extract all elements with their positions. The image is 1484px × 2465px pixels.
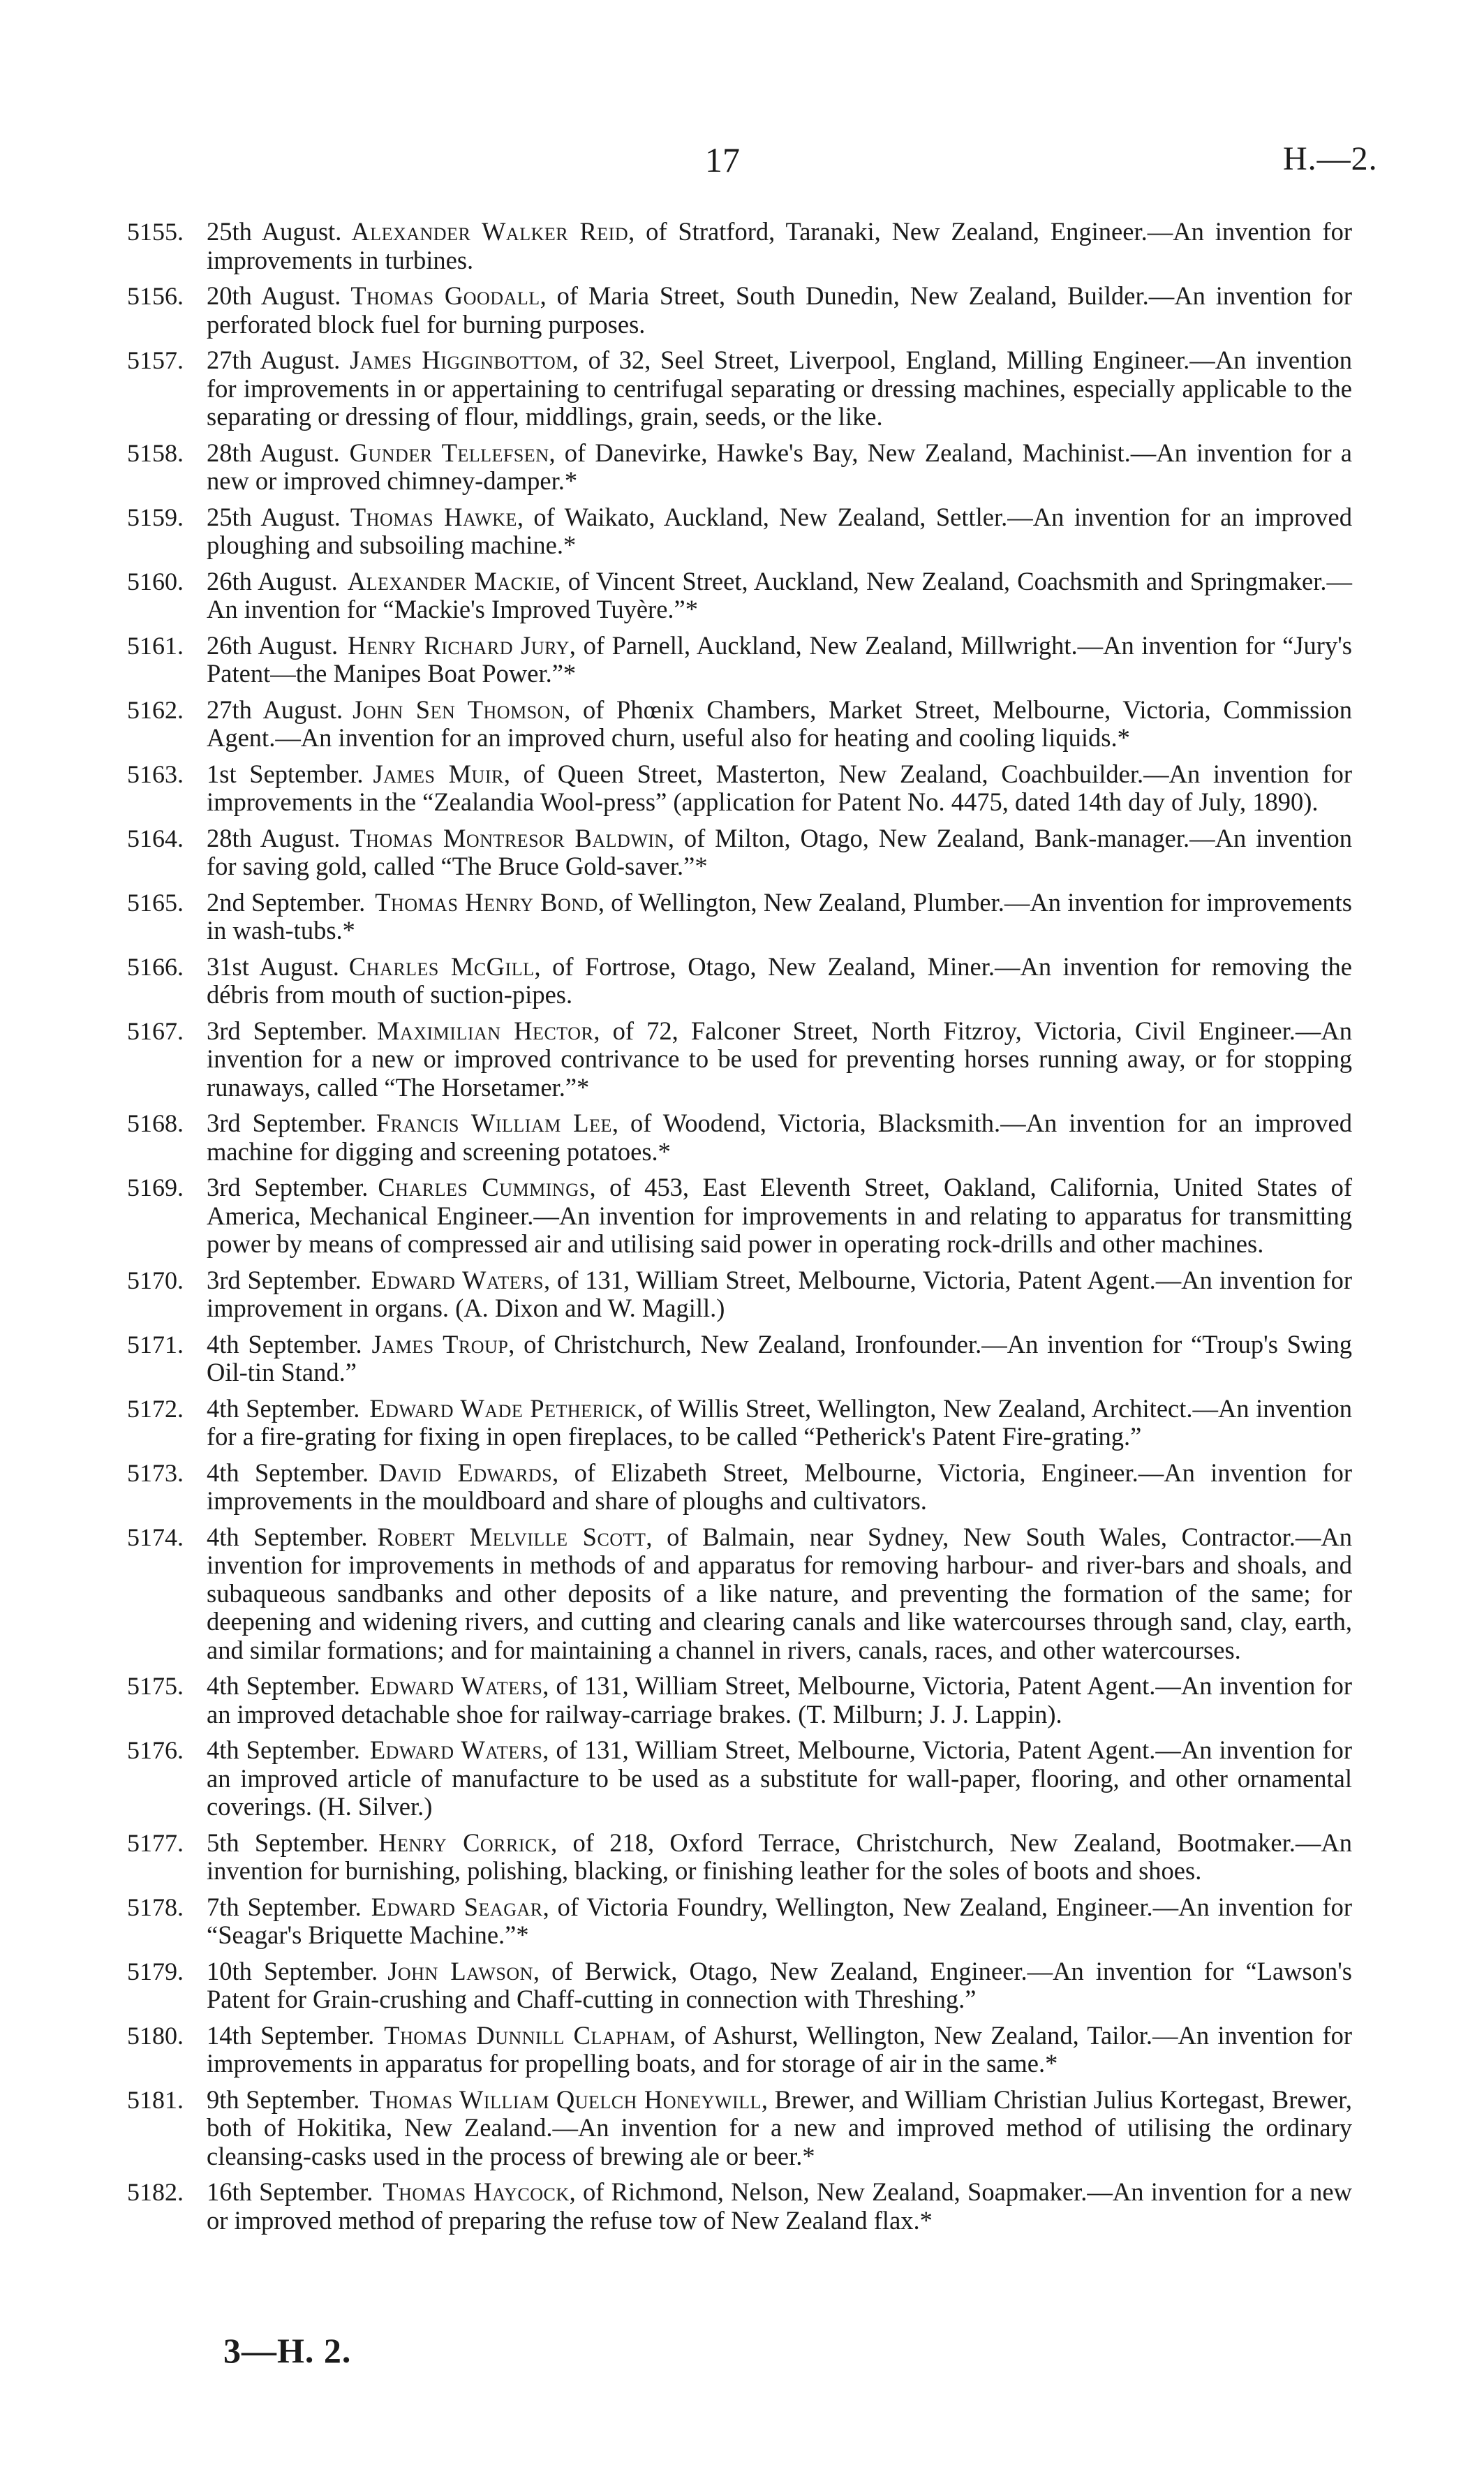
entry-text	[207, 568, 1352, 624]
applicant-name: Henry Corrick	[378, 1828, 551, 1857]
patent-entry	[127, 1893, 1352, 1950]
entry-date: 26th August.	[207, 630, 339, 660]
entry-date: 3rd September.	[207, 1109, 366, 1137]
invention-description: , of Ashurst, Wellington, New Zealand, Tailor.—An invention for improvements in apparatus for propelling boats, and for storage of air in the same.*	[207, 2020, 1353, 2078]
invention-description: , of 218, Oxford Terrace, Christchurch, New Zealand, Bootmaker.—An invention for burnishing, polishing, blacking, or finishing leather for the soles of boots and shoes.	[207, 1828, 1352, 1885]
entry-date: 16th September.	[207, 2177, 373, 2206]
entry-number: 5160.	[127, 567, 184, 595]
entry-number: 5167.	[127, 1016, 184, 1045]
entry-date: 28th August.	[207, 438, 340, 467]
entry-number: 5157.	[127, 346, 184, 374]
entry-date: 10th September.	[207, 1956, 378, 1985]
series-reference: H.—2.	[1283, 140, 1378, 177]
entry-number: 5159.	[127, 503, 184, 531]
entry-date: 26th August.	[207, 566, 338, 595]
invention-description: , of Willis Street, Wellington, New Zealand, Architect.—An invention for a fire-grating for fixing in open fireplaces, to be called “Petherick's Patent Fire-grating.”	[207, 1393, 1352, 1451]
patent-entry	[127, 1266, 1352, 1323]
entry-number: 5161.	[127, 631, 184, 660]
patent-entry	[127, 2022, 1352, 2078]
patent-entry	[127, 632, 1352, 688]
entry-text	[207, 889, 1352, 945]
patent-entry	[127, 1174, 1352, 1259]
patent-entry	[127, 2178, 1352, 2235]
entry-number: 5176.	[127, 1736, 184, 1764]
patent-entry	[127, 346, 1352, 431]
entry-date: 20th August.	[207, 281, 341, 310]
invention-description: , of Balmain, near Sydney, New South Wales, Contractor.—An invention for improvements in methods of and apparatus for removing harbour- and river-bars and shoals, and subaqueous sandbanks and other deposits of a like nature, and preventing the formation of the same; for deepening and widening rivers, and cutting and clearing canals and like watercourses through sand, clay, earth, and similar formations; and for maintaining a channel in rivers, canals, races, and other watercourses.	[207, 1522, 1352, 1664]
entry-date: 4th September.	[207, 1671, 360, 1700]
invention-description: , of Victoria Foundry, Wellington, New Zealand, Engineer.—An invention for “Seagar's Briquette Machine.”*	[207, 1892, 1352, 1949]
entry-text	[207, 1174, 1352, 1259]
entry-date: 4th September.	[207, 1735, 360, 1764]
entry-date: 3rd September.	[207, 1265, 362, 1294]
entry-date: 2nd September.	[207, 887, 366, 917]
invention-description: , of Elizabeth Street, Melbourne, Victoria, Engineer.—An invention for improvements in the mouldboard and share of ploughs and cultivators.	[207, 1458, 1352, 1515]
entry-text	[207, 218, 1352, 274]
entry-number: 5182.	[127, 2178, 184, 2206]
invention-description: , of Richmond, Nelson, New Zealand, Soapmaker.—An invention for a new or improved method of preparing the refuse tow of New Zealand flax.*	[207, 2177, 1352, 2235]
invention-description: , of Maria Street, South Dunedin, New Zealand, Builder.—An invention for perforated block fuel for burning purposes.	[207, 281, 1352, 339]
applicant-name: Alexander Mackie	[347, 566, 555, 595]
entry-number: 5168.	[127, 1109, 184, 1137]
applicant-name: Edward Waters	[369, 1671, 543, 1700]
entry-number: 5170.	[127, 1266, 184, 1294]
invention-description: , of Waikato, Auckland, New Zealand, Settler.—An invention for an improved ploughing and subsoiling machine.*	[207, 502, 1352, 559]
applicant-name: Thomas Hawke	[350, 502, 517, 531]
invention-description: , of Wellington, New Zealand, Plumber.—An invention for improvements in wash-tubs.*	[207, 887, 1353, 945]
entry-text	[207, 2178, 1352, 2235]
entry-text	[207, 1266, 1352, 1323]
entry-text	[207, 696, 1352, 753]
invention-description: , of 131, William Street, Melbourne, Victoria, Patent Agent.—An invention for an improved article of manufacture to be used as a substitute for wall-paper, flooring, and other ornamental coverings. (H. Silver.)	[207, 1735, 1352, 1821]
invention-description: , of 72, Falconer Street, North Fitzroy, Victoria, Civil Engineer.—An invention for a new or improved contrivance to be used for preventing horses running away, or for stopping runaways, called “The Horsetamer.”*	[207, 1016, 1352, 1102]
entry-number: 5180.	[127, 2021, 184, 2050]
applicant-name: Thomas Montresor Baldwin	[350, 823, 668, 852]
invention-description: , of 131, William Street, Melbourne, Victoria, Patent Agent.—An invention for an improved detachable shoe for railway-carriage brakes. (T. Milburn; J. J. Lappin).	[207, 1671, 1352, 1729]
entry-date: 27th August.	[207, 695, 343, 724]
entry-number: 5164.	[127, 824, 184, 852]
entry-text	[207, 1893, 1352, 1950]
applicant-name: Thomas Dunnill Clapham	[384, 2020, 670, 2050]
patent-entry	[127, 824, 1352, 881]
applicant-name: Charles Cummings	[378, 1173, 590, 1201]
invention-description: , of Fortrose, Otago, New Zealand, Miner.—An invention for removing the débris from mouth of suction-pipes.	[207, 952, 1352, 1009]
applicant-name: Thomas Henry Bond	[375, 887, 598, 917]
entry-number: 5166.	[127, 952, 184, 981]
entry-text	[207, 760, 1352, 817]
patent-entry	[127, 953, 1352, 1009]
entry-date: 4th September.	[207, 1329, 362, 1359]
patent-entry	[127, 760, 1352, 817]
page-number: 17	[705, 140, 740, 179]
entry-date: 14th September.	[207, 2020, 375, 2050]
entry-number: 5173.	[127, 1458, 184, 1487]
applicant-name: Francis William Lee	[376, 1109, 612, 1137]
applicant-name: David Edwards	[378, 1458, 553, 1487]
patent-entry	[127, 1736, 1352, 1821]
applicant-name: James Muir	[373, 759, 504, 788]
patent-entry	[127, 1672, 1352, 1729]
entry-text	[207, 1736, 1352, 1821]
entry-number: 5162.	[127, 695, 184, 724]
entry-number: 5172.	[127, 1394, 184, 1423]
entry-date: 28th August.	[207, 823, 341, 852]
entry-date: 5th September.	[207, 1828, 369, 1857]
entry-text	[207, 1957, 1352, 2014]
patent-entry	[127, 282, 1352, 339]
entry-text	[207, 346, 1352, 431]
patent-entry	[127, 1459, 1352, 1516]
entry-text	[207, 824, 1352, 881]
entry-text	[207, 953, 1352, 1009]
entry-text	[207, 1017, 1352, 1102]
applicant-name: Gunder Tellefsen	[349, 438, 549, 467]
invention-description: , of Queen Street, Masterton, New Zealand, Coachbuilder.—An invention for improvements in the “Zealandia Wool-press” (application for Patent No. 4475, dated 14th day of July, 1890).	[207, 759, 1353, 816]
entry-date: 4th September.	[207, 1458, 369, 1487]
applicant-name: Thomas Goodall	[350, 281, 540, 310]
patent-entry	[127, 1523, 1352, 1665]
entry-text	[207, 632, 1352, 688]
entry-text	[207, 1395, 1352, 1451]
applicant-name: John Lawson	[387, 1956, 533, 1985]
entry-date: 31st August.	[207, 952, 339, 981]
entry-date: 4th September.	[207, 1393, 360, 1423]
entry-date: 3rd September.	[207, 1016, 368, 1045]
entry-number: 5165.	[127, 888, 184, 917]
entry-text	[207, 1829, 1352, 1886]
invention-description: , of Stratford, Taranaki, New Zealand, Engineer.—An invention for improvements in turbines.	[207, 217, 1352, 274]
patent-entry-list	[127, 218, 1352, 2242]
patent-entry	[127, 503, 1352, 560]
invention-description: , of Woodend, Victoria, Blacksmith.—An invention for an improved machine for digging and screening potatoes.*	[207, 1109, 1352, 1166]
patent-entry	[127, 1331, 1352, 1387]
entry-number: 5174.	[127, 1523, 184, 1551]
patent-entry	[127, 1829, 1352, 1886]
applicant-name: Edward Waters	[371, 1265, 544, 1294]
patent-entry	[127, 1957, 1352, 2014]
invention-description: , of Berwick, Otago, New Zealand, Engineer.—An invention for “Lawson's Patent for Grain-crushing and Chaff-cutting in connection with Threshing.”	[207, 1956, 1352, 2013]
patent-entry	[127, 218, 1352, 274]
invention-description: , of 131, William Street, Melbourne, Victoria, Patent Agent.—An invention for improvement in organs. (A. Dixon and W. Magill.)	[207, 1265, 1352, 1322]
entry-text	[207, 1331, 1352, 1387]
entry-text	[207, 503, 1352, 560]
invention-description: , Brewer, and William Christian Julius Kortegast, Brewer, both of Hokitika, New Zealand.—An invention for a new and improved method of utilising the ordinary cleansing-casks used in the process of brewing ale or beer.*	[207, 2085, 1353, 2170]
patent-entry	[127, 889, 1352, 945]
applicant-name: James Higginbottom	[350, 346, 572, 374]
entry-date: 4th September.	[207, 1522, 368, 1551]
entry-number: 5177.	[127, 1828, 184, 1857]
entry-number: 5175.	[127, 1672, 184, 1700]
entry-date: 7th September.	[207, 1892, 362, 1921]
applicant-name: John Sen Thomson	[353, 695, 565, 724]
applicant-name: Edward Seagar	[371, 1892, 543, 1921]
entry-date: 25th August.	[207, 502, 341, 531]
applicant-name: Maximilian Hector	[377, 1016, 594, 1045]
entry-number: 5171.	[127, 1330, 184, 1359]
applicant-name: Thomas Haycock	[383, 2177, 570, 2206]
entry-text	[207, 2022, 1352, 2078]
entry-text	[207, 1672, 1352, 1729]
applicant-name: Edward Waters	[369, 1735, 543, 1764]
entry-number: 5158.	[127, 438, 184, 467]
entry-number: 5163.	[127, 760, 184, 788]
applicant-name: Charles McGill	[348, 952, 535, 981]
invention-description: , of Parnell, Auckland, New Zealand, Millwright.—An invention for “Jury's Patent—the Manipes Boat Power.”*	[207, 630, 1352, 688]
entry-date: 25th August.	[207, 217, 342, 246]
applicant-name: Edward Wade Petherick	[369, 1393, 637, 1423]
entry-number: 5169.	[127, 1174, 184, 1201]
patent-entry	[127, 568, 1352, 624]
invention-description: , of Phœnix Chambers, Market Street, Melbourne, Victoria, Commission Agent.—An invention for an improved churn, useful also for heating and cooling liquids.*	[207, 695, 1352, 752]
applicant-name: Robert Melville Scott	[377, 1522, 646, 1551]
invention-description: , of Danevirke, Hawke's Bay, New Zealand, Machinist.—An invention for a new or improved chimney-damper.*	[207, 438, 1352, 495]
patent-entry	[127, 1017, 1352, 1102]
invention-description: , of 32, Seel Street, Liverpool, England, Milling Engineer.—An invention for improvements in or appertaining to centrifugal separating or dressing machines, especially applicable to the separating or dressing of flour, middlings, grain, seeds, or the like.	[207, 346, 1352, 431]
printer-signature: 3—H. 2.	[223, 2331, 352, 2370]
entry-date: 1st September.	[207, 759, 364, 788]
entry-date: 3rd September.	[207, 1173, 369, 1201]
entry-number: 5181.	[127, 2085, 184, 2114]
entry-text	[207, 1459, 1352, 1516]
entry-text	[207, 439, 1352, 496]
patent-entry	[127, 1109, 1352, 1166]
entry-date: 9th September.	[207, 2085, 360, 2114]
applicant-name: Alexander Walker Reid	[351, 217, 629, 246]
entry-text	[207, 1523, 1352, 1665]
entry-text	[207, 2086, 1352, 2171]
invention-description: , of Christchurch, New Zealand, Ironfounder.—An invention for “Troup's Swing Oil-tin Stand.”	[207, 1329, 1352, 1386]
patent-entry	[127, 2086, 1352, 2171]
patent-entry	[127, 1395, 1352, 1451]
entry-date: 27th August.	[207, 346, 341, 374]
applicant-name: James Troup	[371, 1329, 509, 1359]
entry-text	[207, 282, 1352, 339]
entry-number: 5178.	[127, 1893, 184, 1921]
applicant-name: Henry Richard Jury	[348, 630, 570, 660]
entry-number: 5155.	[127, 218, 184, 246]
patent-entry	[127, 439, 1352, 496]
invention-description: , of Vincent Street, Auckland, New Zealand, Coachsmith and Springmaker.—An invention for “Mackie's Improved Tuyère.”*	[207, 566, 1352, 623]
invention-description: , of Milton, Otago, New Zealand, Bank-manager.—An invention for saving gold, called “The Bruce Gold-saver.”*	[207, 823, 1352, 880]
applicant-name: Thomas William Quelch Honeywill	[369, 2085, 762, 2114]
entry-text	[207, 1109, 1352, 1166]
invention-description: , of 453, East Eleventh Street, Oakland, California, United States of America, Mechanical Engineer.—An invention for improvements in and relating to apparatus for transmitting power by means of compressed air and utilising said power in operating rock-drills and other machines.	[207, 1173, 1352, 1258]
patent-entry	[127, 696, 1352, 753]
entry-number: 5179.	[127, 1957, 184, 1985]
entry-number: 5156.	[127, 282, 184, 310]
